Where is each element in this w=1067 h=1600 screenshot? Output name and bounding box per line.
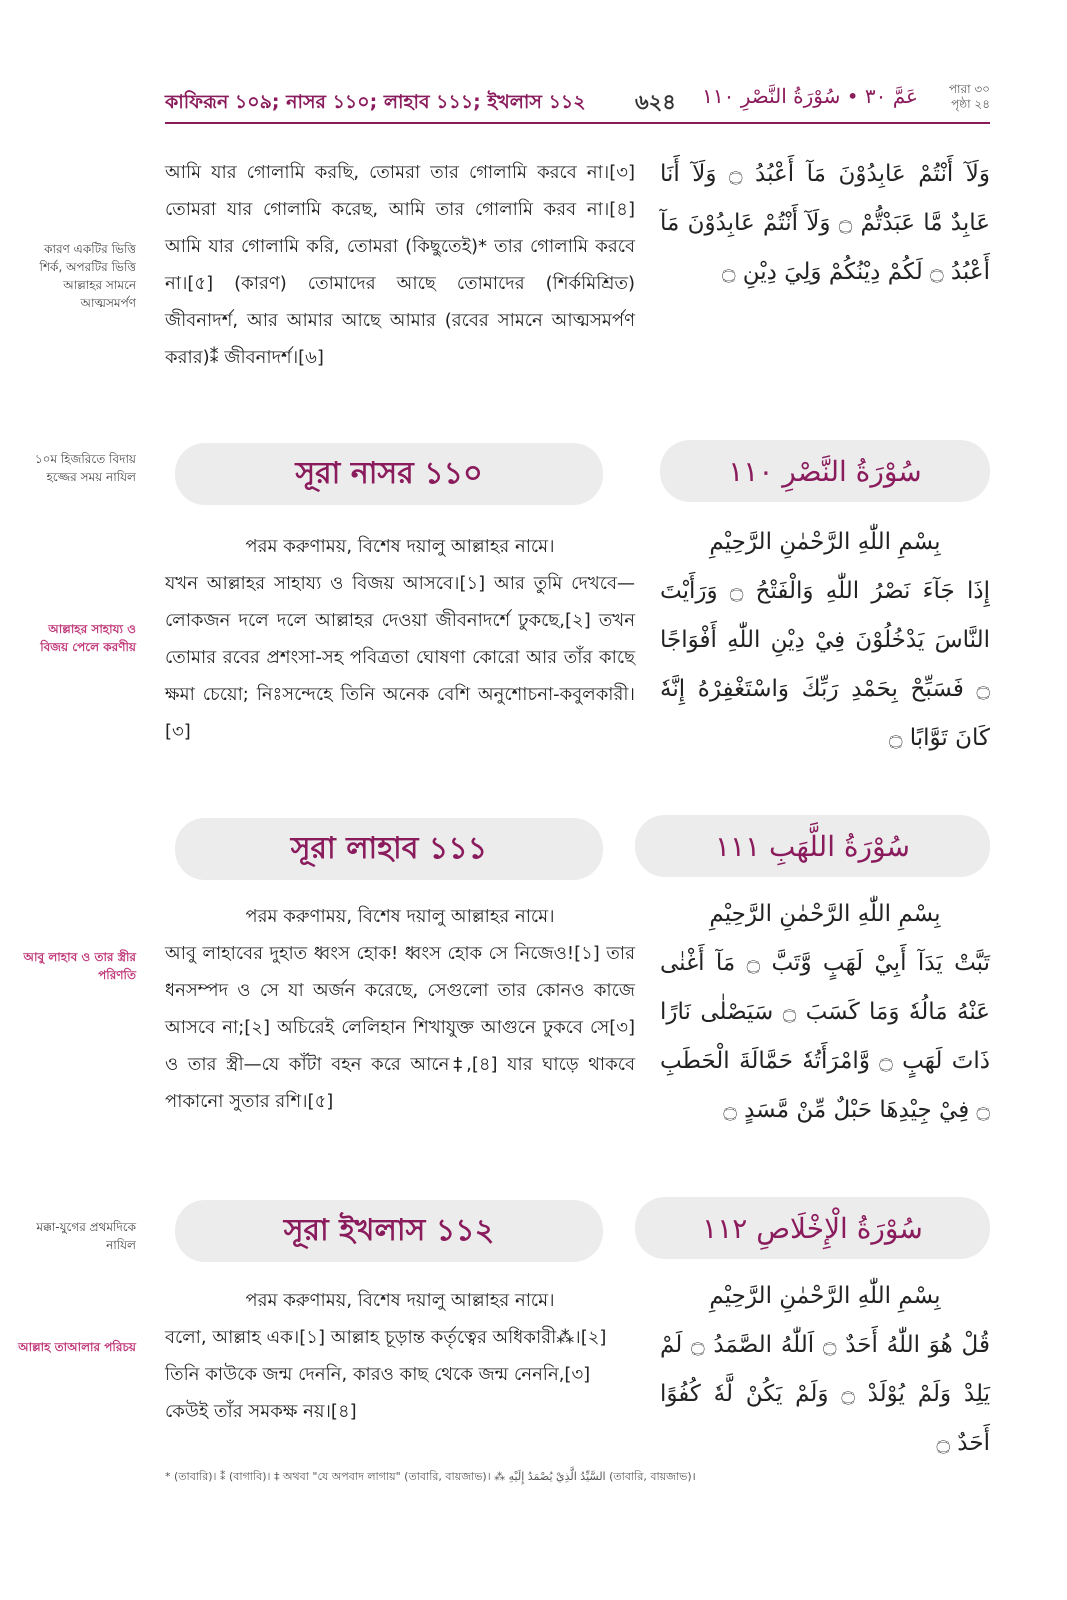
header-para-page xyxy=(936,82,990,112)
margin-note-ikhlas-topic: আল্লাহ তাআলার পরিচয় xyxy=(18,1340,136,1354)
nasr-title-bn: সূরা নাসর ১১০ xyxy=(175,443,603,505)
nasr-bismillah-bn: পরম করুণাময়, বিশেষ দয়ালু আল্লাহর নামে। xyxy=(245,536,555,557)
ikhlas-bismillah-bn: পরম করুণাময়, বিশেষ দয়ালু আল্লাহর নামে। xyxy=(245,1290,555,1311)
nasr-translation xyxy=(165,528,635,750)
nasr-title-ar: سُوْرَةُ النَّصْرِ ١١٠ xyxy=(660,440,990,502)
lahab-arabic-text: تَبَّتْ يَدَآ أَبِيْ لَهَبٍ وَّتَبَّ ۝ مَآ أَغْنٰى عَنْهُ مَالُهٗ وَمَا كَسَبَ ۝ سَيَصْلٰى نَارًا ذَاتَ لَهَبٍ ۝ وَّامْرَأَتُهٗ حَمَّالَةَ الْحَطَبِ ۝ فِيْ جِيْدِهَا حَبْلٌ مِّنْ مَّسَدٍ ۝ xyxy=(660,950,990,1123)
margin-note-kafirun: কারণ একটির ভিত্তি শির্ক, অপরটির ভিত্তি আল্লাহর সামনে আত্মসমর্পণ xyxy=(39,242,136,310)
lahab-title-ar: سُوْرَةُ اللَّهَبِ ١١١ xyxy=(635,815,990,877)
footnote: * (তাবারি)। ⁑ (বাগাবি)। ‡ অথবা "যে অপবাদ লাগায়" (তাবারি, বায়জাভ)। ⁂ السَّيِّدُ الَّذِيْ يُصْمَدُ إِلَيْهِ (তাবারি, বায়জাভ)। xyxy=(165,1470,696,1483)
ikhlas-bismillah-ar: بِسْمِ اللّٰهِ الرَّحْمٰنِ الرَّحِيْمِ xyxy=(709,1283,941,1309)
nasr-arabic-text: إِذَا جَآءَ نَصْرُ اللّٰهِ وَالْفَتْحُ ۝ وَرَأَيْتَ النَّاسَ يَدْخُلُوْنَ فِيْ دِيْنِ اللّٰهِ أَفْوَاجًا ۝ فَسَبِّحْ بِحَمْدِ رَبِّكَ وَاسْتَغْفِرْهُ إِنَّهٗ كَانَ تَوَّابًا ۝ xyxy=(660,578,990,751)
kafirun-arabic xyxy=(660,150,990,297)
margin-note-nasr-revelation: ১০ম হিজরিতে বিদায় হজ্জের সময় নাযিল xyxy=(34,452,136,484)
lahab-bengali: আবু লাহাবের দুহাত ধ্বংস হোক! ধ্বংস হোক সে নিজেও![১] তার ধনসম্পদ ও সে যা অর্জন করেছে, সেগুলো তার কোনও কাজে আসবে না;[২] অচিরেই লেলিহান শিখাযুক্ত আগুনে ঢুকবে সে[৩] ও তার স্ত্রী—যে কাঁটা বহন করে আনে‡,[৪] যার ঘাড়ে থাকবে পাকানো সুতার রশি।[৫] xyxy=(165,943,635,1112)
page-number: ৬২৪ xyxy=(635,90,676,114)
header-divider xyxy=(165,122,990,124)
nasr-bengali: যখন আল্লাহর সাহায্য ও বিজয় আসবে।[১] আর তুমি দেখবে—লোকজন দলে দলে আল্লাহর দেওয়া জীবনাদর্শে ঢুকছে,[২] তখন তোমার রবের প্রশংসা-সহ পবিত্রতা ঘোষণা কোরো আর তাঁর কাছে ক্ষমা চেয়ো; নিঃসন্দেহে তিনি অনেক বেশি অনুশোচনা-কবুলকারী।[৩] xyxy=(165,573,635,742)
nasr-arabic xyxy=(660,518,990,763)
page-label: পৃষ্ঠা ২৪ xyxy=(951,97,990,111)
lahab-bismillah-bn: পরম করুণাময়, বিশেষ দয়ালু আল্লাহর নামে। xyxy=(245,906,555,927)
ikhlas-bengali-2: তিনি কাউকে জন্ম দেননি, কারও কাছ থেকে জন্ম নেননি,[৩] xyxy=(165,1364,591,1385)
ikhlas-bengali-3: কেউই তাঁর সমকক্ষ নয়।[৪] xyxy=(165,1401,357,1422)
margin-note-ikhlas-revelation: মক্কা-যুগের প্রথমদিকে নাযিল xyxy=(36,1220,136,1252)
lahab-arabic xyxy=(660,890,990,1135)
header-arabic-title: عَمَّ ٣٠ • سُوْرَةُ النَّصْرِ ١١٠ xyxy=(702,84,918,108)
ikhlas-arabic xyxy=(660,1272,990,1468)
ikhlas-bengali-1: বলো, আল্লাহ এক।[১] আল্লাহ চূড়ান্ত কর্তৃত্বের অধিকারী⁂।[২] xyxy=(165,1327,607,1348)
kafirun-bengali: আমি যার গোলামি করছি, তোমরা তার গোলামি করবে না।[৩] তোমরা যার গোলামি করেছ, আমি তার গোলামি করব না।[৪] আমি যার গোলামি করি, তোমরা (কিছুতেই)* তার গোলামি করবে না।[৫] (কারণ) তোমাদের আছে তোমাদের (শির্কমিশ্রিত) জীবনাদর্শ, আর আমার আছে আমার (রবের সামনে আত্মসমর্পণ করার)⁑ জীবনাদর্শ।[৬] xyxy=(165,162,635,368)
kafirun-translation xyxy=(165,154,635,376)
ikhlas-translation xyxy=(165,1282,635,1430)
lahab-title-bn: সূরা লাহাব ১১১ xyxy=(175,818,603,880)
ikhlas-arabic-text: قُلْ هُوَ اللّٰهُ أَحَدٌ ۝ اَللّٰهُ الصَّمَدُ ۝ لَمْ يَلِدْ وَلَمْ يُوْلَدْ ۝ وَلَمْ يَكُنْ لَّهٗ كُفُوًا أَحَدٌ ۝ xyxy=(660,1332,990,1456)
ikhlas-title-ar: سُوْرَةُ الْإِخْلَاصِ ١١٢ xyxy=(635,1197,990,1259)
para-label: পারা ৩০ xyxy=(948,82,990,96)
margin-note-lahab-topic: আবু লাহাব ও তার স্ত্রীর পরিণতি xyxy=(23,950,136,982)
header-surah-range: কাফিরূন ১০৯; নাসর ১১০; লাহাব ১১১; ইখলাস ১১২ xyxy=(165,91,586,113)
lahab-translation xyxy=(165,898,635,1120)
ikhlas-title-bn: সূরা ইখলাস ১১২ xyxy=(175,1200,603,1262)
margin-note-nasr-topic: আল্লাহর সাহায্য ও বিজয় পেলে করণীয় xyxy=(40,622,136,654)
lahab-bismillah-ar: بِسْمِ اللّٰهِ الرَّحْمٰنِ الرَّحِيْمِ xyxy=(709,901,941,927)
nasr-bismillah-ar: بِسْمِ اللّٰهِ الرَّحْمٰنِ الرَّحِيْمِ xyxy=(709,529,941,555)
kafirun-arabic-text: وَلَآ أَنْتُمْ عَابِدُوْنَ مَآ أَعْبُدُ ۝ وَلَآ أَنَا عَابِدٌ مَّا عَبَدْتُّمْ ۝ وَلَآ أَنْتُمْ عَابِدُوْنَ مَآ أَعْبُدُ ۝ لَكُمْ دِيْنُكُمْ وَلِيَ دِيْنِ ۝ xyxy=(660,161,990,285)
